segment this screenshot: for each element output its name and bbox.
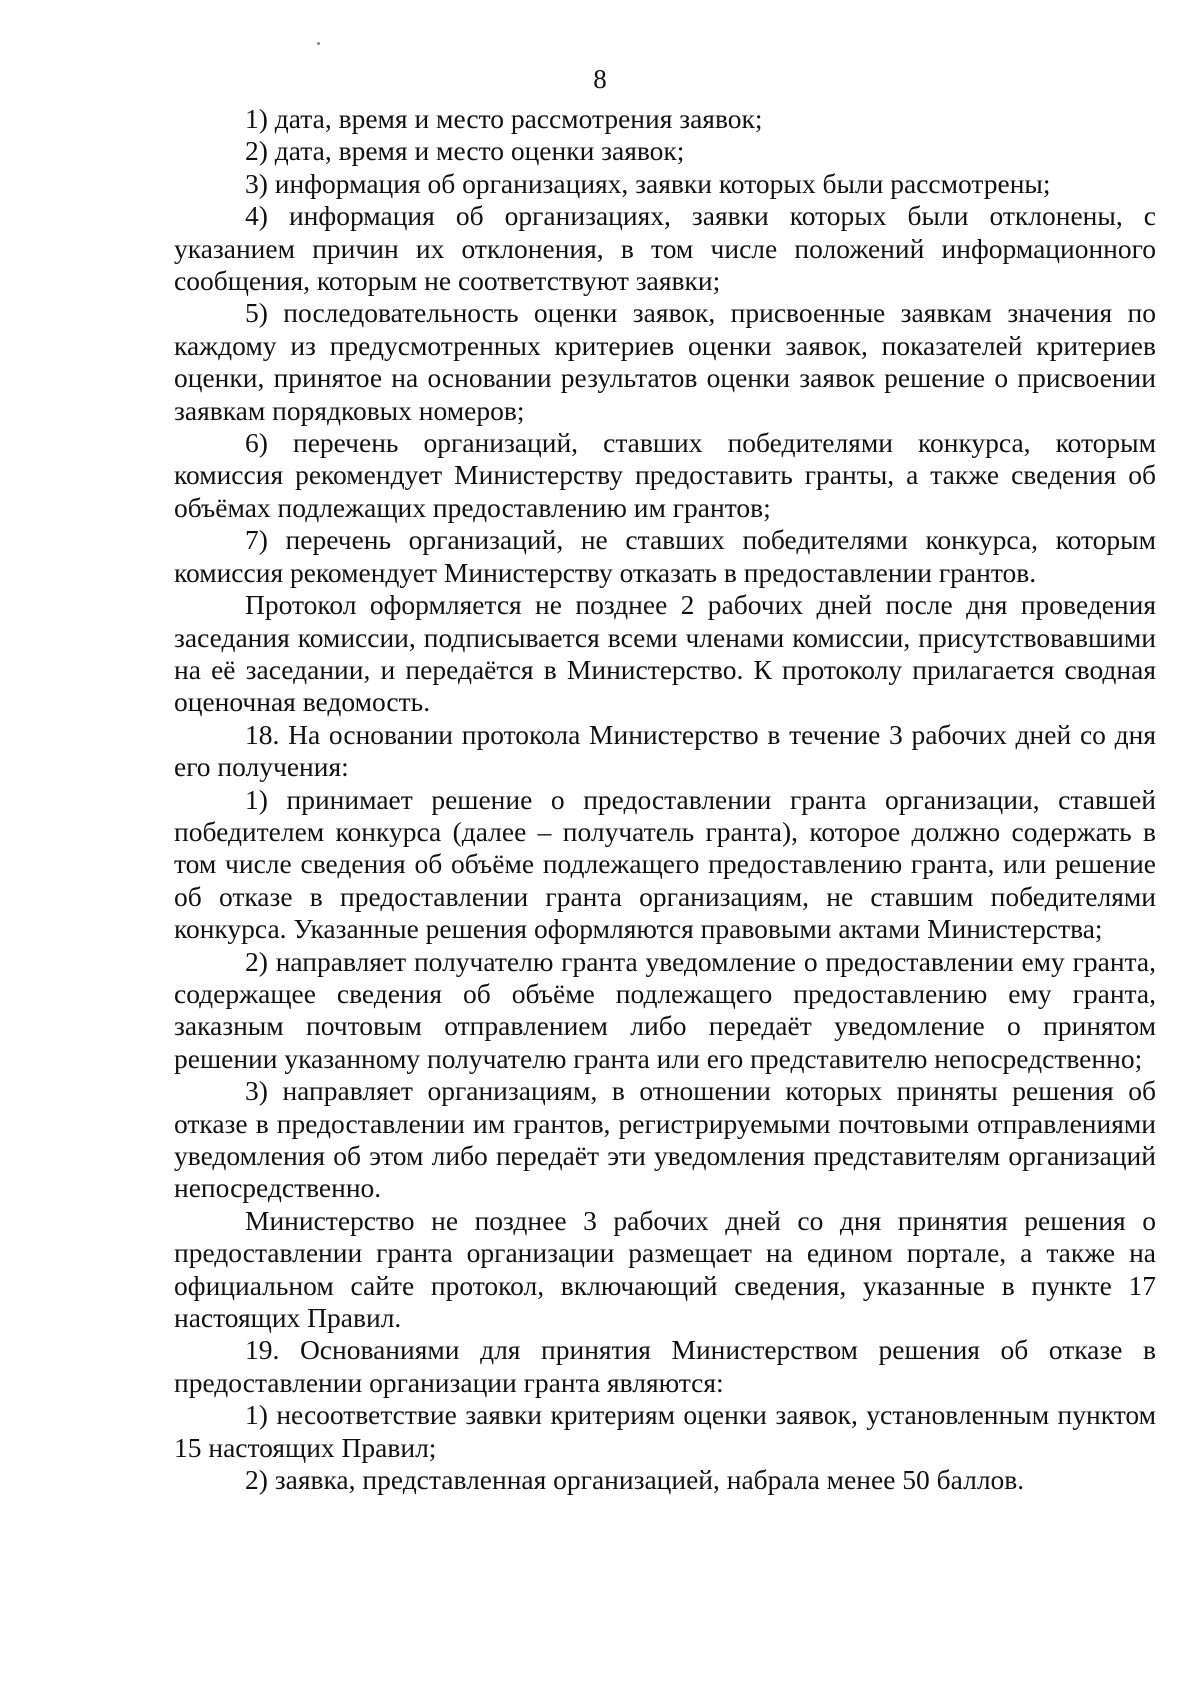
page-number: 8	[593, 64, 607, 94]
paragraph: Министерство не позднее 3 рабочих дней со дня принятия решения о предоставлении гранта организации размещает на едином портале, а также на официальном сайте протокол, включающий сведения, указанные в пункте 17 настоящих Правил.	[174, 1204, 1156, 1334]
document-body	[174, 103, 1156, 1496]
list-item: 2) заявка, представленная организацией, набрала менее 50 баллов.	[245, 1464, 1025, 1496]
clause-heading: 19. Основаниями для принятия Министерством решения об отказе в предоставлении организации гранта являются:	[174, 1334, 1156, 1398]
paragraph: Протокол оформляется не позднее 2 рабочих дней после дня проведения заседания комиссии, подписывается всеми членами комиссии, присутствовавшими на её заседании, и передаётся в Министерство. К протоколу прилагается сводная оценочная ведомость.	[174, 589, 1156, 718]
list-item: 1) несоответствие заявки критериям оценки заявок, установленным пунктом 15 настоящих Правил;	[174, 1399, 1156, 1463]
scan-speck	[317, 42, 320, 45]
list-item: 2) направляет получателю гранта уведомление о предоставлении ему гранта, содержащее сведения об объёме подлежащего предоставлению ему гранта, заказным почтовым отправлением либо передаёт уведомление о принятом решении указанному получателю гранта или его представителю непосредственно;	[174, 945, 1156, 1074]
list-item: 5) последовательность оценки заявок, присвоенные заявкам значения по каждому из предусмотренных критериев оценки заявок, показателей критериев оценки, принятое на основании результатов оценки заявок решение о присвоении заявкам порядковых номеров;	[174, 297, 1156, 426]
clause-heading: 18. На основании протокола Министерство в течение 3 рабочих дней со дня его получения:	[174, 718, 1156, 783]
list-item: 3) информация об организациях, заявки которых были рассмотрены;	[245, 167, 1051, 199]
list-item: 2) дата, время и место оценки заявок;	[245, 135, 685, 167]
list-item: 1) дата, время и место рассмотрения заявок;	[245, 103, 763, 134]
list-item: 6) перечень организаций, ставших победителями конкурса, которым комиссия рекомендует Министерству предоставить гранты, а также сведения об объёмах подлежащих предоставлению им грантов;	[174, 427, 1156, 523]
list-item: 1) принимает решение о предоставлении гранта организации, ставшей победителем конкурса (далее – получатель гранта), которое должно содержать в том числе сведения об объёме подлежащего предоставлению гранта, или решение об отказе в предоставлении гранта организациям, не ставшим победителями конкурса. Указанные решения оформляются правовыми актами Министерства;	[174, 783, 1156, 945]
list-item: 3) направляет организациям, в отношении которых приняты решения об отказе в предоставлении им грантов, регистрируемыми почтовыми отправлениями уведомления об этом либо передаёт эти уведомления представителям организаций непосредственно.	[174, 1075, 1156, 1204]
list-item: 7) перечень организаций, не ставших победителями конкурса, которым комиссия рекомендует Министерству отказать в предоставлении грантов.	[174, 524, 1156, 588]
list-item: 4) информация об организациях, заявки которых были отклонены, с указанием причин их отклонения, в том числе положений информационного сообщения, которым не соответствуют заявки;	[174, 200, 1156, 297]
